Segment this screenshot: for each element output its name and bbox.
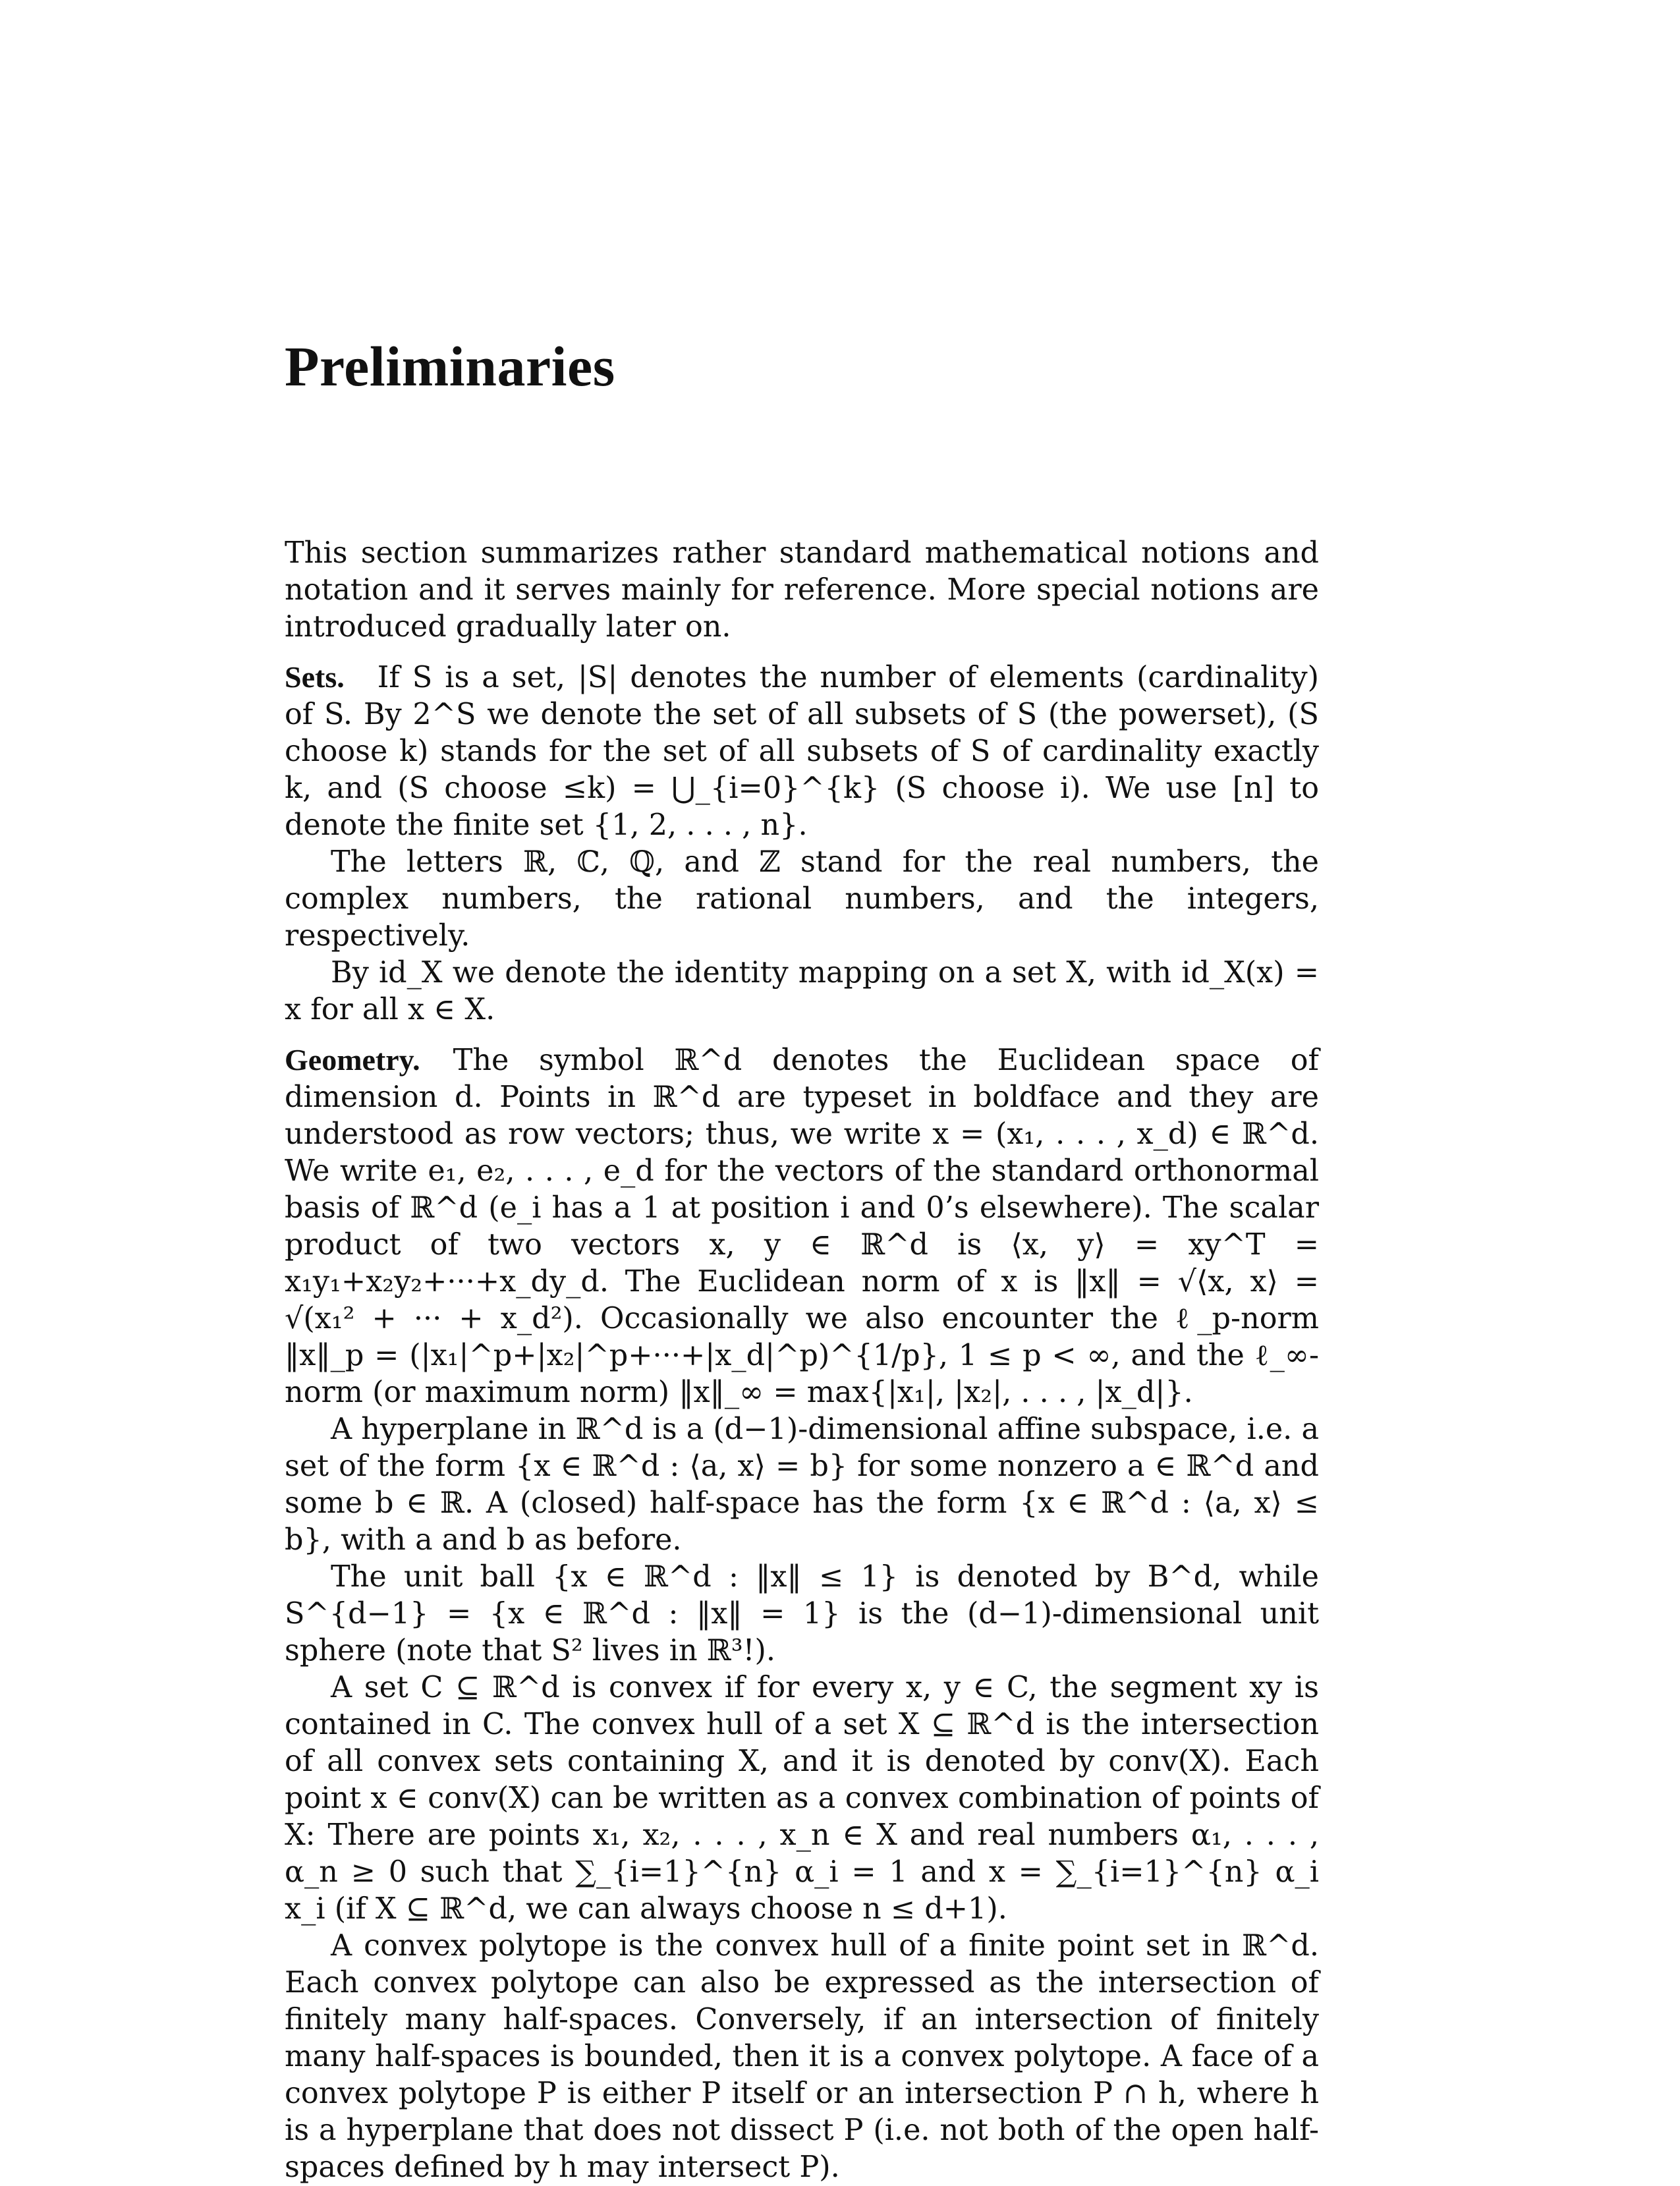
geometry-text-1: The symbol ℝ^d denotes the Euclidean space of dimension d. Points in ℝ^d are typeset in boldface and they are understood as row vectors; thus, we write x = (x₁, . . . , x_d) ∈ ℝ^d. We write e₁, e₂, . . . , e_d for the vectors of the standard orthonormal basis of ℝ^d (e_i has a 1 at position i and 0’s elsewhere). The scalar product of two vectors x, y ∈ ℝ^d is ⟨x, y⟩ = xy^T = x₁y₁+x₂y₂+···+x_dy_d. The Euclidean norm of x is ‖x‖ = √⟨x, x⟩ = √(x₁² + ··· + x_d²). Occasionally we also encounter the ℓ_p-norm ‖x‖_p = (|x₁|^p+|x₂|^p+···+|x_d|^p)^{1/p}, 1 ≤ p < ∞, and the ℓ_∞-norm (or maximum norm) ‖x‖_∞ = max{|x₁|, |x₂|, . . . , |x_d|}.: [285, 1044, 1319, 1409]
sets-paragraph-2: The letters ℝ, ℂ, ℚ, and ℤ stand for the real numbers, the complex numbers, the rational numbers, and the integers, respectively.: [285, 845, 1319, 953]
geometry-paragraph-2: A hyperplane in ℝ^d is a (d−1)-dimensional affine subspace, i.e. a set of the form {x ∈ ℝ^d : ⟨a, x⟩ = b} for some nonzero a ∈ ℝ^d and some b ∈ ℝ. A (closed) half-space has the form {x ∈ ℝ^d : ⟨a, x⟩ ≤ b}, with a and b as before.: [285, 1413, 1320, 1557]
geometry-heading: Geometry.: [285, 1043, 420, 1077]
intro-paragraph: This section summarizes rather standard mathematical notions and notation and it serves mainly for reference. More special notions are introduced gradually later on.: [285, 536, 1319, 644]
geometry-paragraph-4: A set C ⊆ ℝ^d is convex if for every x, y ∈ C, the segment xy is contained in C. The convex hull of a set X ⊆ ℝ^d is the intersection of all convex sets containing X, and it is denoted by conv(X). Each point x ∈ conv(X) can be written as a convex combination of points of X: There are points x₁, x₂, . . . , x_n ∈ X and real numbers α₁, . . . , α_n ≥ 0 such that ∑_{i=1}^{n} α_i = 1 and x = ∑_{i=1}^{n} α_i x_i (if X ⊆ ℝ^d, we can always choose n ≤ d+1).: [285, 1671, 1319, 1926]
geometry-paragraph-5: A convex polytope is the convex hull of a finite point set in ℝ^d. Each convex polytope can also be expressed as the intersection of finitely many half-spaces. Conversely, if an intersection of finitely many half-spaces is bounded, then it is a convex polytope. A face of a convex polytope P is either P itself or an intersection P ∩ h, where h is a hyperplane that does not dissect P (i.e. not both of the open half-spaces defined by h may intersect P).: [285, 1929, 1319, 2184]
sets-text-1: If S is a set, |S| denotes the number of elements (cardinality) of S. By 2^S we denote the set of all subsets of S (the powerset), (S choose k) stands for the set of all subsets of S of cardinality exactly k, and (S choose ≤k) = ⋃_{i=0}^{k} (S choose i). We use [n] to denote the finite set {1, 2, . . . , n}.: [285, 661, 1319, 842]
page: [285, 290, 1319, 2186]
sets-paragraph-3: By id_X we denote the identity mapping on a set X, with id_X(x) = x for all x ∈ X.: [285, 956, 1319, 1026]
geometry-paragraph-3: The unit ball {x ∈ ℝ^d : ‖x‖ ≤ 1} is denoted by B^d, while S^{d−1} = {x ∈ ℝ^d : ‖x‖ = 1} is the (d−1)-dimensional unit sphere (note that S² lives in ℝ³!).: [285, 1560, 1319, 1668]
sets-paragraph-1: [285, 659, 1319, 844]
sets-heading: Sets.: [285, 660, 345, 694]
geometry-paragraph-1: [285, 1042, 1319, 1411]
chapter-title: Preliminaries: [285, 335, 615, 398]
